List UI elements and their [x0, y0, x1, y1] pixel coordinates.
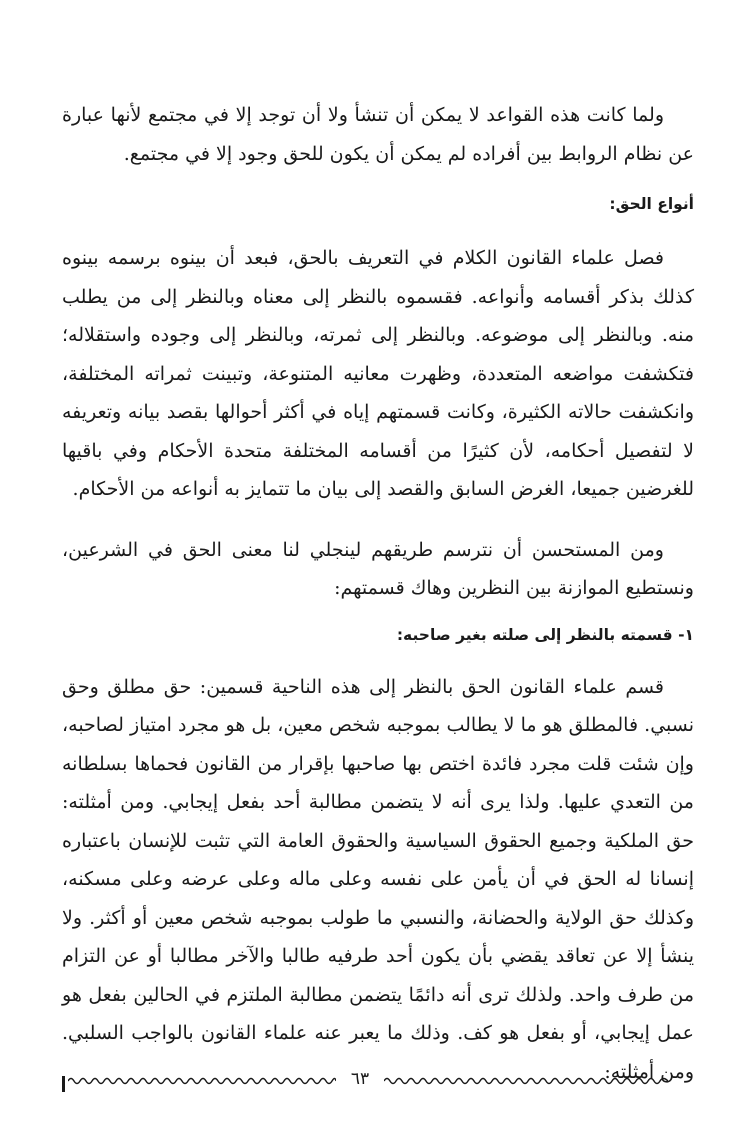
intro-paragraph: ولما كانت هذه القواعد لا يمكن أن تنشأ ولا أن توجد إلا في مجتمع لأنها عبارة عن نظام الروابط بين أفراده لم يمكن أن يكون للحق وجود إلا في مجتمع.	[62, 104, 694, 165]
footer-wave-ornament-right	[384, 1076, 668, 1086]
page-body	[62, 96, 694, 1091]
footer-left-bar	[62, 1076, 65, 1092]
subsection-1-paragraph: قسم علماء القانون الحق بالنظر إلى هذه الناحية قسمين: حق مطلق وحق نسبي. فالمطلق هو ما لا يطالب بموجبه شخص معين، بل هو مجرد امتياز لصاحبه، وإن شئت قلت مجرد فائدة اختص بها صاحبها بإقرار من القانون فحماها بسلطانه من التعدي عليها. ولذا يرى أنه لا يتضمن مطالبة أحد بفعل إيجابي. ومن أمثلته: حق الملكية وجميع الحقوق السياسية والحقوق العامة التي تثبت للإنسان باعتباره إنسانا له الحق في أن يأمن على نفسه وعلى ماله وعلى عرضه وعلى مسكنه، وكذلك حق الولاية والحضانة، والنسبي ما طولب بموجبه شخص معين أو أكثر. ولا ينشأ إلا عن تعاقد يقضي بأن يكون أحد طرفيه طالبا والآخر مطالبا أو عن التزام من طرف واحد. ولذلك ترى أنه دائمًا يتضمن مطالبة الملتزم في الحالين بفعل هو عمل إيجابي، أو بفعل هو كف. وذلك ما يعبر عنه علماء القانون بالواجب السلبي. ومن أمثلته:	[62, 675, 694, 1083]
footer-wave-ornament-left	[68, 1076, 336, 1086]
subsection-heading-1: ١- قسمته بالنظر إلى صلته بغير صاحبه:	[396, 625, 694, 644]
types-paragraph: فصل علماء القانون الكلام في التعريف بالحق، فبعد أن بينوه برسمه بينوه كذلك بذكر أقسامه وأنواعه. فقسموه بالنظر إلى معناه وبالنظر إلى من يطلب منه. وبالنظر إلى موضوعه. وبالنظر إلى ثمرته، وبالنظر إلى وجوده واستقلاله؛ فتكشفت مواضعه المتعددة، وظهرت معانيه المتنوعة، وتبينت ثمراته المختلفة، وانكشفت حالاته الكثيرة، وكانت قسمتهم إياه في أكثر أحوالها بقصد بيانه وتعريفه لا لتفصيل أحكامه، لأن كثيرًا من أقسامه المختلفة متحدة الأحكام وفي باقيها للغرضين جميعا، الغرض السابق والقصد إلى بيان ما تتمايز به أنواعه من الأحكام.	[62, 247, 694, 500]
comparison-paragraph: ومن المستحسن أن نترسم طريقهم لينجلي لنا معنى الحق في الشرعين، ونستطيع الموازنة بين النظرين وهاك قسمتهم:	[62, 538, 694, 599]
page-footer	[62, 1069, 694, 1094]
section-heading-types: أنواع الحق:	[609, 195, 694, 213]
page-number: ٦٣	[350, 1069, 370, 1089]
